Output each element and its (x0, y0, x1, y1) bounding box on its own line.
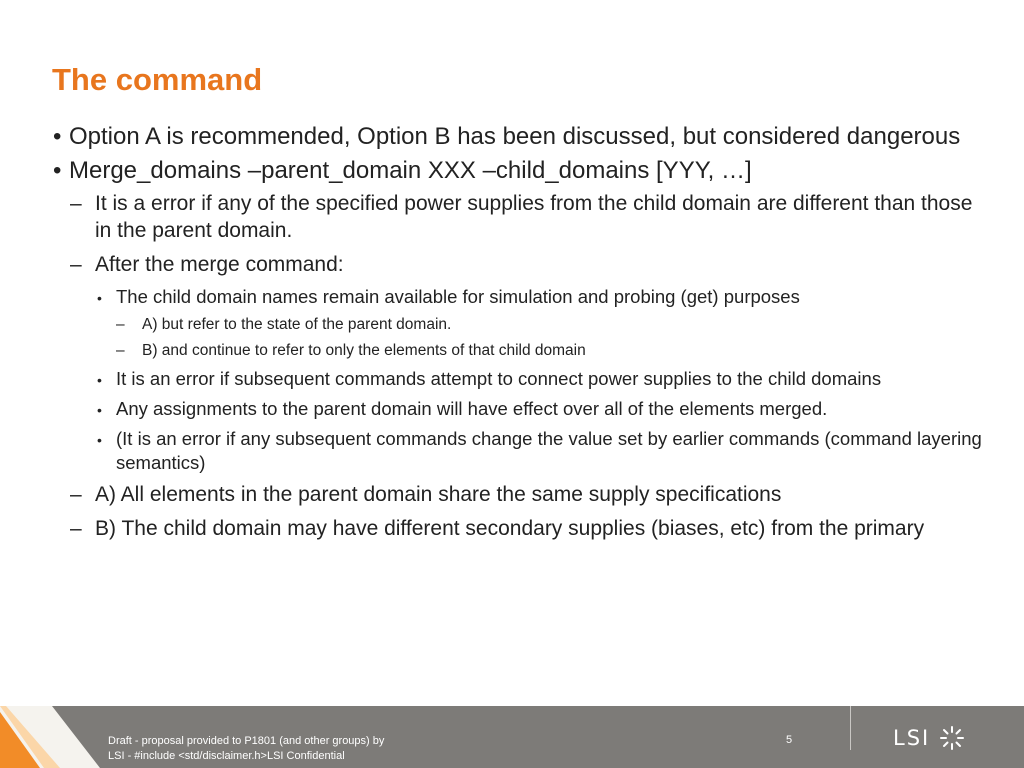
bullet-text: The child domain names remain available for simulation and probing (get) purposes (116, 286, 800, 307)
slide-body (52, 122, 992, 549)
bullet-marker: • (97, 402, 102, 418)
bullet-marker: • (97, 290, 102, 306)
bullet-text: Merge_domains –parent_domain XXX –child_domains [YYY, …] (69, 157, 752, 184)
bullet-text: (It is an error if any subsequent commands change the value set by earlier commands (command layering semantics) (116, 428, 982, 473)
sub-sub-bullet-connect-error (97, 367, 992, 391)
bullet-text: It is an error if subsequent commands attempt to connect power supplies to the child domains (116, 368, 882, 389)
footer-corner-graphic (0, 706, 112, 768)
sub-sub-bullet-layering (97, 427, 992, 475)
bullet-marker: • (97, 372, 102, 388)
logo-starburst-icon (939, 725, 965, 751)
sub-bullet-supply-error (70, 190, 992, 244)
footer-line-2: LSI - #include <std/disclaimer.h>LSI Confidential (108, 750, 345, 762)
dash-marker: – (70, 483, 82, 506)
dash-marker: – (116, 342, 125, 359)
bullet-text: Option A is recommended, Option B has been discussed, but considered dangerous (69, 123, 961, 150)
option-b-note (116, 341, 992, 361)
bullet-text: A) but refer to the state of the parent domain. (142, 316, 452, 333)
bullet-text: It is a error if any of the specified power supplies from the child domain are different than those in the parent domain. (95, 192, 973, 242)
bullet-merge-domains (52, 156, 992, 186)
slide-title: The command (52, 62, 263, 97)
footer-line-1: Draft - proposal provided to P1801 (and other groups) by (108, 735, 385, 747)
dash-marker: – (70, 517, 82, 540)
bullet-option-recommendation (52, 122, 992, 152)
sub-bullet-option-a (70, 481, 992, 508)
page-number: 5 (786, 734, 793, 746)
option-a-note (116, 315, 992, 335)
footer-divider (850, 706, 851, 750)
dash-marker: – (116, 316, 125, 333)
footer-disclaimer (108, 734, 384, 764)
dash-marker: – (70, 192, 82, 215)
bullet-marker: • (97, 432, 102, 448)
dash-marker: – (70, 253, 82, 276)
sub-bullet-option-b (70, 515, 992, 542)
bullet-text: A) All elements in the parent domain share the same supply specifications (95, 483, 782, 506)
bullet-text: B) The child domain may have different secondary supplies (biases, etc) from the primary (95, 517, 925, 540)
sub-sub-bullet-assignments (97, 397, 992, 421)
bullet-text: Any assignments to the parent domain will have effect over all of the elements merged. (116, 398, 828, 419)
bullet-text: B) and continue to refer to only the elements of that child domain (142, 342, 586, 359)
bullet-text: After the merge command: (95, 253, 344, 276)
lsi-logo (893, 725, 965, 755)
bullet-marker: • (53, 157, 62, 184)
logo-text: LSI (893, 726, 931, 750)
sub-sub-bullet-child-names (97, 285, 992, 309)
slide-footer (0, 706, 1024, 768)
sub-bullet-after-merge (70, 251, 992, 278)
bullet-marker: • (53, 123, 62, 150)
